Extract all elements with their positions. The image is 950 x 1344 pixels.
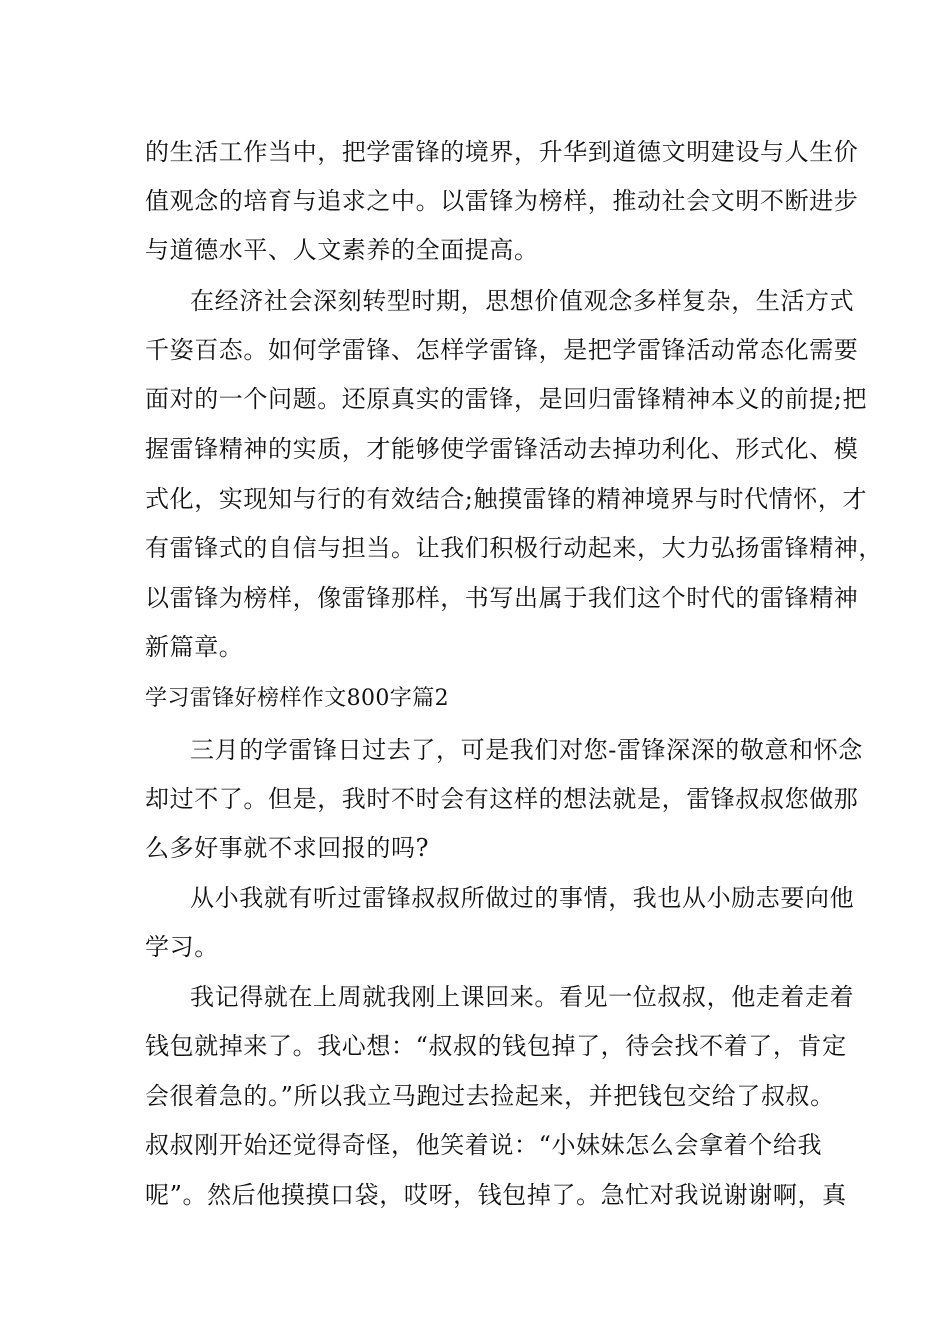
section-heading: 学习雷锋好榜样作文800字篇2 bbox=[145, 686, 449, 711]
text-line: 面对的一个问题。还原真实的雷锋，是回归雷锋精神本义的前提;把 bbox=[145, 385, 868, 413]
text-line: 与道德水平、人文素养的全面提高。 bbox=[145, 236, 539, 264]
text-line: 握雷锋精神的实质，才能够使学雷锋活动去掉功利化、形式化、模 bbox=[145, 435, 859, 463]
text-line: 式化，实现知与行的有效结合;触摸雷锋的精神境界与时代情怀，才 bbox=[145, 485, 868, 513]
text-line: 钱包就掉来了。我心想：“叔叔的钱包掉了，待会找不着了，肯定 bbox=[145, 1032, 847, 1060]
text-line: 么多好事就不求回报的吗? bbox=[145, 834, 430, 862]
text-line: 却过不了。但是，我时不时会有这样的想法就是，雷锋叔叔您做那 bbox=[145, 785, 859, 813]
text-line: 新篇章。 bbox=[145, 633, 244, 661]
text-line: 呢”。然后他摸摸口袋，哎呀，钱包掉了。急忙对我说谢谢啊，真 bbox=[145, 1181, 847, 1209]
paragraph-first-line: 在经济社会深刻转型时期，思想价值观念多样复杂，生活方式 bbox=[190, 287, 855, 315]
paragraph-first-line: 我记得就在上周就我刚上课回来。看见一位叔叔，他走着走着 bbox=[190, 983, 855, 1011]
text-line: 叔叔刚开始还觉得奇怪，他笑着说：“小妹妹怎么会拿着个给我 bbox=[145, 1131, 823, 1159]
text-line: 学习。 bbox=[145, 933, 219, 961]
text-line: 千姿百态。如何学雷锋、怎样学雷锋，是把学雷锋活动常态化需要 bbox=[145, 336, 859, 364]
paragraph-first-line: 从小我就有听过雷锋叔叔所做过的事情，我也从小励志要向他 bbox=[190, 884, 855, 912]
text-line: 值观念的培育与追求之中。以雷锋为榜样，推动社会文明不断进步 bbox=[145, 187, 859, 215]
text-line: 有雷锋式的自信与担当。让我们积极行动起来，大力弘扬雷锋精神， bbox=[145, 534, 883, 562]
text-line: 的生活工作当中，把学雷锋的境界，升华到道德文明建设与人生价 bbox=[145, 138, 859, 166]
paragraph-first-line: 三月的学雷锋日过去了，可是我们对您-雷锋深深的敬意和怀念 bbox=[190, 736, 863, 764]
text-line: 会很着急的。”所以我立马跑过去捡起来，并把钱包交给了叔叔。 bbox=[145, 1082, 835, 1110]
text-line: 以雷锋为榜样，像雷锋那样，书写出属于我们这个时代的雷锋精神 bbox=[145, 584, 859, 612]
